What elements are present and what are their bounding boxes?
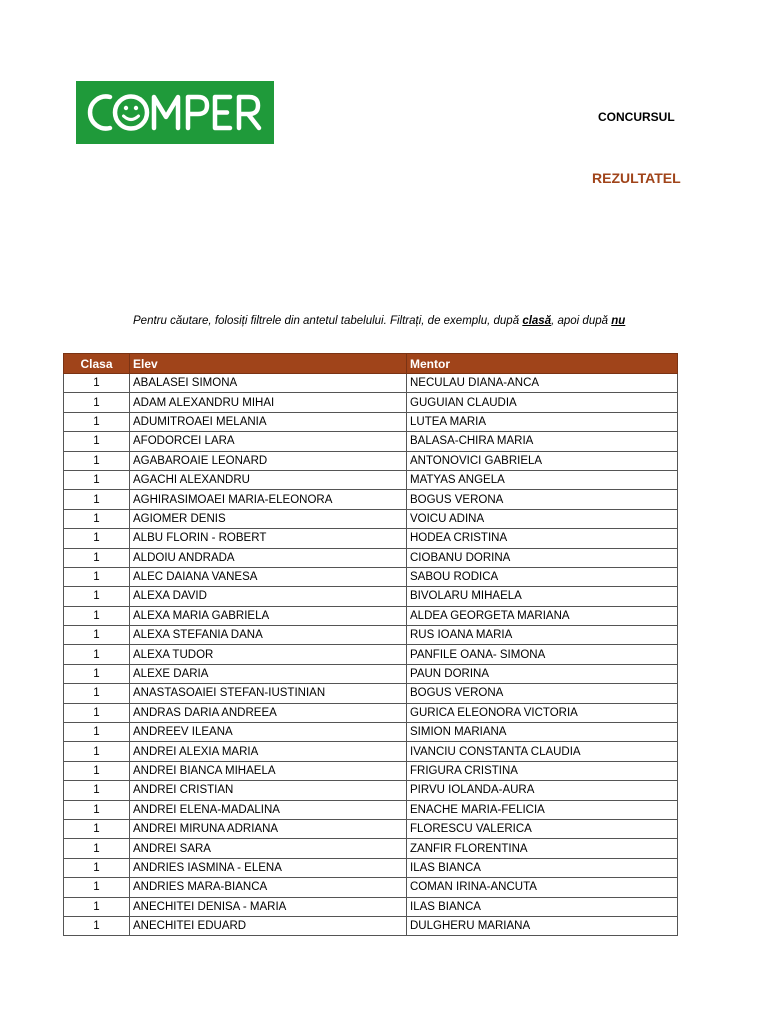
cell-elev: AFODORCEI LARA — [130, 432, 407, 451]
cell-clasa: 1 — [64, 664, 130, 683]
cell-elev: ANDREI MIRUNA ADRIANA — [130, 819, 407, 838]
instructions-text-1: Pentru căutare, folosiți filtrele din antetul tabelului. Filtrați, de exemplu, după — [133, 315, 523, 327]
cell-clasa: 1 — [64, 819, 130, 838]
cell-mentor: FRIGURA CRISTINA — [407, 761, 678, 780]
cell-mentor: PAUN DORINA — [407, 664, 678, 683]
cell-elev: ALDOIU ANDRADA — [130, 548, 407, 567]
cell-elev: AGHIRASIMOAEI MARIA-ELEONORA — [130, 490, 407, 509]
cell-elev: ANDREI CRISTIAN — [130, 781, 407, 800]
table-row — [64, 509, 678, 528]
cell-clasa: 1 — [64, 645, 130, 664]
instructions-class-keyword: clasă — [522, 315, 552, 327]
cell-clasa: 1 — [64, 393, 130, 412]
cell-clasa: 1 — [64, 470, 130, 489]
table-body — [64, 374, 678, 936]
cell-elev: AGABAROAIE LEONARD — [130, 451, 407, 470]
instructions-text-2: , apoi după — [551, 315, 612, 327]
table-row — [64, 800, 678, 819]
results-title: REZULTATEL — [592, 170, 681, 186]
cell-clasa: 1 — [64, 567, 130, 586]
cell-mentor: IVANCIU CONSTANTA CLAUDIA — [407, 742, 678, 761]
table-row — [64, 374, 678, 393]
cell-mentor: ILAS BIANCA — [407, 858, 678, 877]
cell-elev: ANDREEV ILEANA — [130, 723, 407, 742]
cell-elev: ALEXA STEFANIA DANA — [130, 626, 407, 645]
cell-clasa: 1 — [64, 490, 130, 509]
cell-elev: ANASTASOAIEI STEFAN-IUSTINIAN — [130, 684, 407, 703]
contest-title: CONCURSUL — [598, 110, 675, 124]
cell-mentor: BIVOLARU MIHAELA — [407, 587, 678, 606]
logo-graphic — [76, 81, 274, 144]
cell-elev: ADUMITROAEI MELANIA — [130, 412, 407, 431]
cell-clasa: 1 — [64, 858, 130, 877]
cell-elev: ALEXE DARIA — [130, 664, 407, 683]
table-row — [64, 684, 678, 703]
cell-clasa: 1 — [64, 878, 130, 897]
table-row — [64, 529, 678, 548]
cell-clasa: 1 — [64, 684, 130, 703]
cell-clasa: 1 — [64, 451, 130, 470]
cell-clasa: 1 — [64, 374, 130, 393]
table-row — [64, 819, 678, 838]
table-row — [64, 451, 678, 470]
table-row — [64, 742, 678, 761]
cell-elev: ALEXA DAVID — [130, 587, 407, 606]
cell-mentor: HODEA CRISTINA — [407, 529, 678, 548]
cell-elev: ANECHITEI DENISA - MARIA — [130, 897, 407, 916]
cell-mentor: PIRVU IOLANDA-AURA — [407, 781, 678, 800]
cell-elev: AGIOMER DENIS — [130, 509, 407, 528]
instructions-name-keyword: nu — [611, 315, 626, 327]
cell-mentor: BALASA-CHIRA MARIA — [407, 432, 678, 451]
cell-mentor: GUGUIAN CLAUDIA — [407, 393, 678, 412]
table-row — [64, 703, 678, 722]
cell-elev: ANECHITEI EDUARD — [130, 916, 407, 935]
cell-clasa: 1 — [64, 587, 130, 606]
cell-elev: ADAM ALEXANDRU MIHAI — [130, 393, 407, 412]
comper-logo — [76, 81, 274, 144]
table-row — [64, 645, 678, 664]
table-row — [64, 490, 678, 509]
table-row — [64, 393, 678, 412]
cell-clasa: 1 — [64, 839, 130, 858]
cell-mentor: CIOBANU DORINA — [407, 548, 678, 567]
cell-clasa: 1 — [64, 529, 130, 548]
table-row — [64, 567, 678, 586]
cell-clasa: 1 — [64, 626, 130, 645]
cell-mentor: FLORESCU VALERICA — [407, 819, 678, 838]
cell-mentor: ILAS BIANCA — [407, 897, 678, 916]
cell-elev: ALEXA MARIA GABRIELA — [130, 606, 407, 625]
cell-elev: ANDRAS DARIA ANDREEA — [130, 703, 407, 722]
cell-clasa: 1 — [64, 548, 130, 567]
cell-mentor: GURICA ELEONORA VICTORIA — [407, 703, 678, 722]
cell-clasa: 1 — [64, 800, 130, 819]
table-row — [64, 626, 678, 645]
cell-elev: ABALASEI SIMONA — [130, 374, 407, 393]
cell-clasa: 1 — [64, 916, 130, 935]
table-row — [64, 412, 678, 431]
cell-mentor: MATYAS ANGELA — [407, 470, 678, 489]
cell-mentor: RUS IOANA MARIA — [407, 626, 678, 645]
cell-clasa: 1 — [64, 742, 130, 761]
cell-mentor: SABOU RODICA — [407, 567, 678, 586]
table-row — [64, 878, 678, 897]
table-row — [64, 548, 678, 567]
cell-elev: ANDREI ALEXIA MARIA — [130, 742, 407, 761]
table-row — [64, 587, 678, 606]
column-header-clasa[interactable]: Clasa — [64, 354, 130, 374]
cell-clasa: 1 — [64, 781, 130, 800]
cell-clasa: 1 — [64, 897, 130, 916]
cell-clasa: 1 — [64, 703, 130, 722]
table-row — [64, 858, 678, 877]
table-row — [64, 897, 678, 916]
cell-clasa: 1 — [64, 606, 130, 625]
cell-elev: ALEXA TUDOR — [130, 645, 407, 664]
cell-mentor: ANTONOVICI GABRIELA — [407, 451, 678, 470]
table-row — [64, 723, 678, 742]
table-row — [64, 470, 678, 489]
table-row — [64, 916, 678, 935]
cell-mentor: COMAN IRINA-ANCUTA — [407, 878, 678, 897]
column-header-mentor[interactable]: Mentor — [407, 354, 678, 374]
table-header-row — [64, 354, 678, 374]
cell-elev: ANDREI BIANCA MIHAELA — [130, 761, 407, 780]
column-header-elev[interactable]: Elev — [130, 354, 407, 374]
cell-mentor: VOICU ADINA — [407, 509, 678, 528]
filter-instructions — [133, 315, 678, 327]
cell-mentor: ALDEA GEORGETA MARIANA — [407, 606, 678, 625]
cell-elev: ALEC DAIANA VANESA — [130, 567, 407, 586]
cell-mentor: DULGHERU MARIANA — [407, 916, 678, 935]
cell-mentor: PANFILE OANA- SIMONA — [407, 645, 678, 664]
cell-elev: ANDRIES IASMINA - ELENA — [130, 858, 407, 877]
table-row — [64, 432, 678, 451]
cell-mentor: BOGUS VERONA — [407, 490, 678, 509]
results-table — [63, 353, 678, 936]
cell-mentor: LUTEA MARIA — [407, 412, 678, 431]
cell-elev: AGACHI ALEXANDRU — [130, 470, 407, 489]
cell-clasa: 1 — [64, 432, 130, 451]
cell-mentor: BOGUS VERONA — [407, 684, 678, 703]
cell-elev: ANDREI SARA — [130, 839, 407, 858]
table-row — [64, 781, 678, 800]
table-row — [64, 761, 678, 780]
cell-clasa: 1 — [64, 412, 130, 431]
cell-elev: ALBU FLORIN - ROBERT — [130, 529, 407, 548]
table-row — [64, 839, 678, 858]
cell-mentor: ENACHE MARIA-FELICIA — [407, 800, 678, 819]
cell-mentor: ZANFIR FLORENTINA — [407, 839, 678, 858]
cell-clasa: 1 — [64, 761, 130, 780]
cell-elev: ANDRIES MARA-BIANCA — [130, 878, 407, 897]
table-row — [64, 606, 678, 625]
cell-elev: ANDREI ELENA-MADALINA — [130, 800, 407, 819]
cell-clasa: 1 — [64, 723, 130, 742]
cell-mentor: SIMION MARIANA — [407, 723, 678, 742]
cell-mentor: NECULAU DIANA-ANCA — [407, 374, 678, 393]
table-row — [64, 664, 678, 683]
cell-clasa: 1 — [64, 509, 130, 528]
